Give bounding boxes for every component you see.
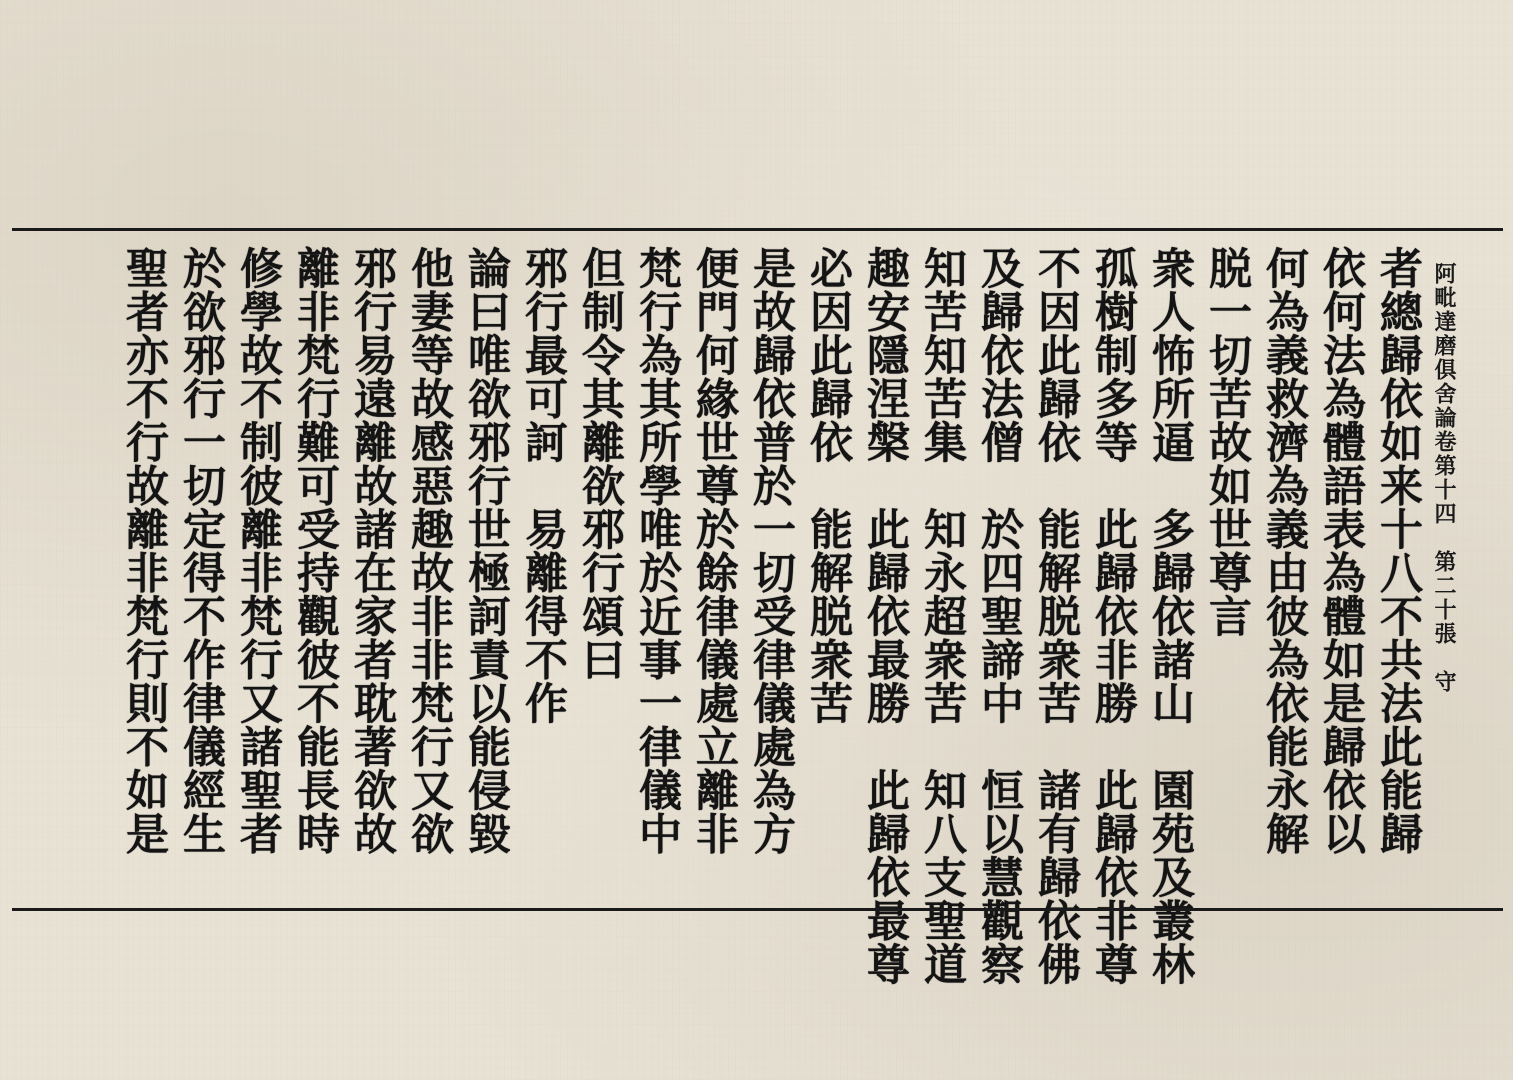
text-column-16: 邪行最可訶 易離得不作 xyxy=(518,246,568,725)
text-column-6: 孤樹制多等 此歸依非勝 此歸依非尊 xyxy=(1088,246,1138,986)
text-column-15: 但制令其離欲邪行頌曰 xyxy=(575,246,625,681)
vertical-text-block xyxy=(96,246,1426,986)
text-column-23: 聖者亦不行故離非梵行則不如是 xyxy=(119,246,169,855)
text-column-7: 不因此歸依 能解脱衆苦 諸有歸依佛 xyxy=(1031,246,1081,986)
text-column-22: 於欲邪行一切定得不作律儀經生 xyxy=(176,246,226,855)
text-column-3: 何為義救濟為義由彼為依能永解 xyxy=(1259,246,1309,855)
text-column-5: 衆人怖所逼 多歸依諸山 園苑及叢林 xyxy=(1145,246,1195,986)
text-column-4: 脱一切苦故如世尊言 xyxy=(1202,246,1252,638)
text-column-8: 及歸依法僧 於四聖諦中 恒以慧觀察 xyxy=(974,246,1024,986)
text-column-20: 離非梵行難可受持觀彼不能長時 xyxy=(290,246,340,855)
text-column-12: 是故歸依普於一切受律儀處為方 xyxy=(746,246,796,855)
text-column-17: 論曰唯欲邪行世極訶責以能侵毀 xyxy=(461,246,511,855)
text-column-11: 必因此歸依 能解脱衆苦 xyxy=(803,246,853,725)
text-column-19: 邪行易遠離故諸在家者耽著欲故 xyxy=(347,246,397,855)
top-border-rule xyxy=(12,228,1503,231)
text-column-10: 趣安隱涅槃 此歸依最勝 此歸依最尊 xyxy=(860,246,910,986)
page-header-note: 阿毗達磨俱舍論卷第十四 第二十張 守 xyxy=(1431,262,1457,694)
text-column-1: 者總歸依如来十八不共法此能歸 xyxy=(1373,246,1423,855)
text-column-2: 依何法為體語表為體如是歸依以 xyxy=(1316,246,1366,855)
text-column-13: 便門何緣世尊於餘律儀處立離非 xyxy=(689,246,739,855)
bottom-border-rule xyxy=(12,908,1503,911)
text-column-18: 他妻等故感惡趣故非非梵行又欲 xyxy=(404,246,454,855)
text-column-9: 知苦知苦集 知永超衆苦 知八支聖道 xyxy=(917,246,967,986)
text-column-14: 梵行為其所學唯於近事一律儀中 xyxy=(632,246,682,855)
text-column-21: 修學故不制彼離非梵行又諸聖者 xyxy=(233,246,283,855)
